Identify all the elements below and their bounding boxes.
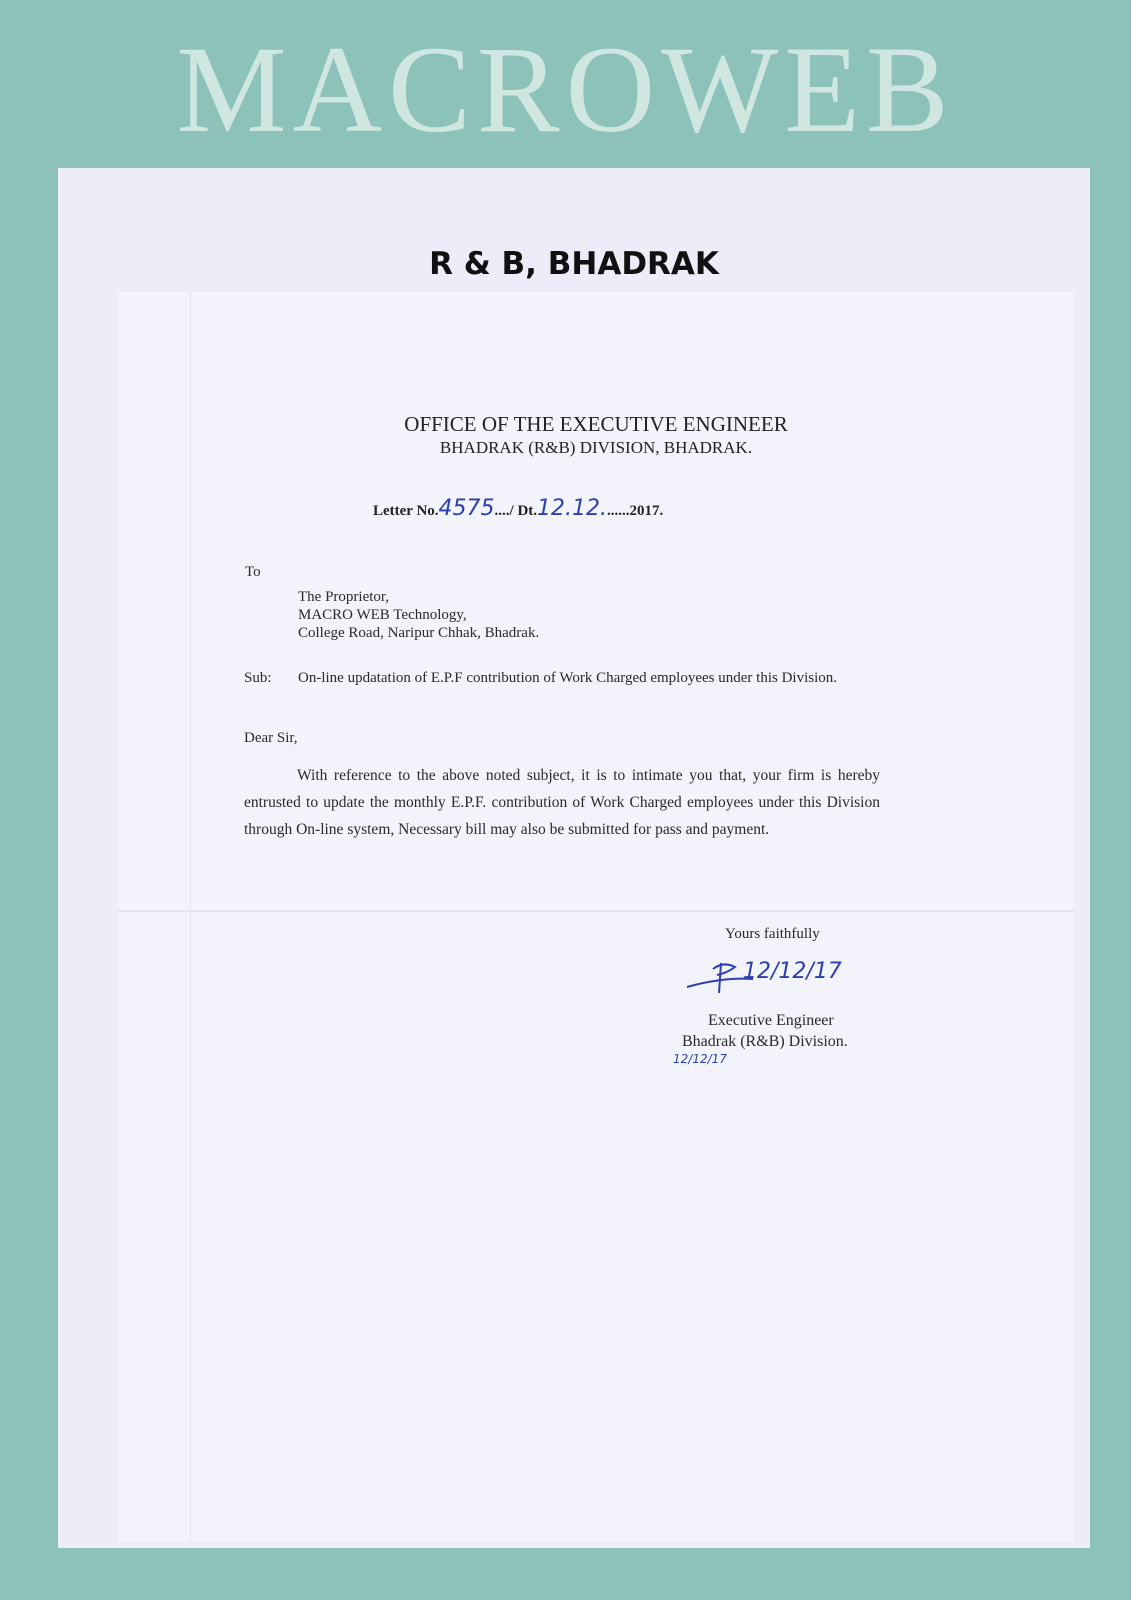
- paper-fold-vertical: [190, 292, 191, 1542]
- recipient-address: [298, 588, 539, 642]
- letter-no-label: Letter No.: [373, 503, 439, 519]
- macroweb-banner: MACROWEB: [176, 21, 955, 158]
- closing: Yours faithfully: [725, 926, 820, 942]
- initial-date: 12/12/17: [673, 1052, 727, 1066]
- address-line: MACRO WEB Technology,: [298, 607, 467, 623]
- scanned-letter: [118, 292, 1074, 1542]
- letter-no-value: 4575: [438, 496, 495, 521]
- letter-body: With reference to the above noted subject, it is to intimate you that, your firm is hereby entrusted to update the monthly E.P.F. contribution of Work Charged employees under this Division through On-line system, Necessary bill may also be submitted for pass and payment.: [244, 767, 880, 838]
- date-label: / Dt.: [509, 503, 538, 519]
- designation-line-2: Bhadrak (R&B) Division.: [682, 1033, 848, 1050]
- page-heading: R & B, BHADRAK: [429, 246, 719, 282]
- letter-year: 2017.: [629, 503, 664, 519]
- signature-date: 12/12/17: [743, 959, 842, 984]
- office-line-1: OFFICE OF THE EXECUTIVE ENGINEER: [404, 412, 788, 436]
- office-line-2: BHADRAK (R&B) DIVISION, BHADRAK.: [439, 438, 753, 457]
- date-dots: ......: [607, 503, 630, 519]
- office-header: [118, 412, 1074, 460]
- designation-line-1: Executive Engineer: [708, 1012, 834, 1029]
- paper-fold-horizontal: [118, 910, 1074, 912]
- to-label: To: [245, 564, 261, 580]
- designation: [682, 1010, 848, 1052]
- subject-text: On-line updatation of E.P.F contribution of Work Charged employees under this Division.: [298, 670, 838, 686]
- signature: [683, 957, 863, 997]
- subject-line: [244, 670, 880, 687]
- letter-no-dots: ....: [494, 503, 510, 519]
- address-line: College Road, Naripur Chhak, Bhadrak.: [298, 625, 540, 641]
- letter-number-line: [373, 496, 663, 521]
- salutation: Dear Sir,: [244, 730, 298, 746]
- subject-label: Sub:: [244, 670, 272, 686]
- address-line: The Proprietor,: [298, 589, 390, 605]
- date-value: 12.12.: [537, 496, 608, 521]
- document-page: [58, 168, 1090, 1548]
